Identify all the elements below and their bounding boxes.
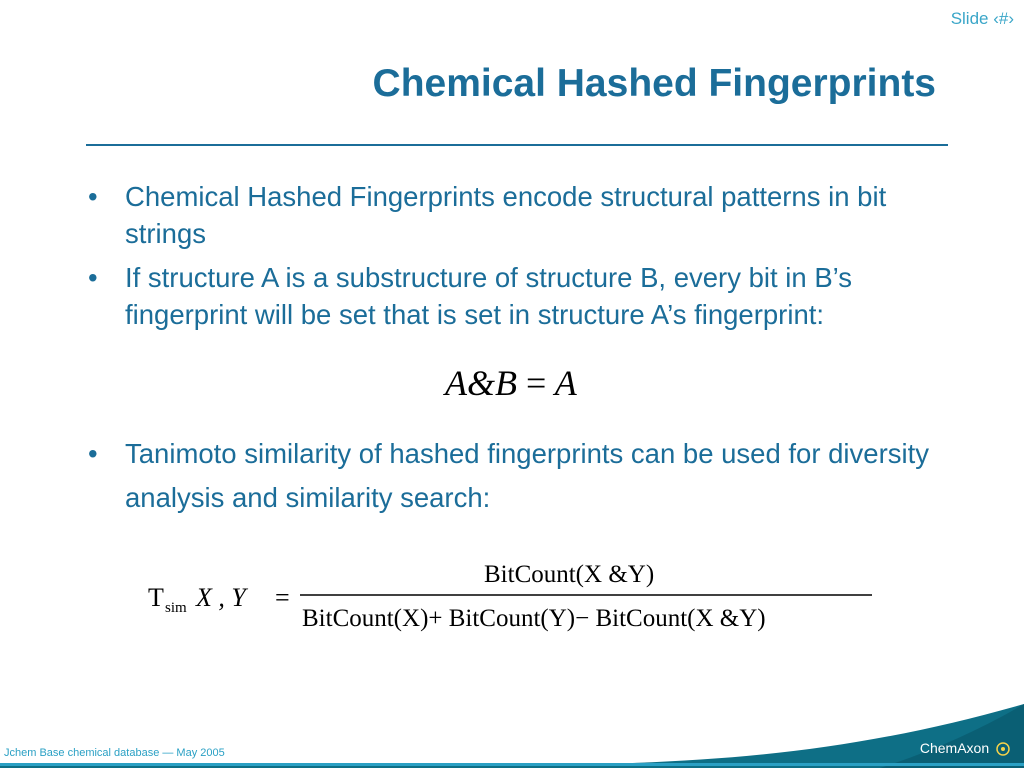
bullet-text: Chemical Hashed Fingerprints encode structural patterns in bit strings xyxy=(125,181,887,249)
formula-args: X , Y xyxy=(196,583,246,612)
tanimoto-formula xyxy=(140,548,885,638)
bullet-item xyxy=(88,432,965,520)
bullet-text: Tanimoto similarity of hashed fingerprints can be used for diversity analysis and similarity search: xyxy=(125,438,929,513)
eq-a: A xyxy=(445,363,467,403)
eq-amp: & xyxy=(467,363,496,403)
bullet-item xyxy=(88,178,928,252)
formula-numerator: BitCount(X &Y) xyxy=(484,561,655,588)
logo-text: ChemAxon xyxy=(919,740,990,756)
eq-b: B xyxy=(495,363,518,403)
bullet-dot: • xyxy=(88,438,98,469)
bullet-dot: • xyxy=(88,262,98,293)
bullet-item xyxy=(88,259,928,333)
bullet-dot: • xyxy=(88,181,98,212)
substructure-equation xyxy=(445,362,577,404)
slide-title: Chemical Hashed Fingerprints xyxy=(372,62,936,105)
formula-t: T xyxy=(148,583,164,612)
bullet-text: If structure A is a substructure of structure B, every bit in B’s fingerprint will be set that is set in structure A’s fingerprint: xyxy=(125,262,853,330)
chemaxon-logo xyxy=(920,740,1010,756)
slide-number: Slide ‹#› xyxy=(950,9,1014,28)
eq-equals: = xyxy=(526,363,547,403)
formula-equals: = xyxy=(275,583,290,612)
bullet-list xyxy=(88,178,929,513)
title-rule xyxy=(86,144,948,146)
footer-text: Jchem Base chemical database — May 2005 xyxy=(4,747,225,759)
eq-a2: A xyxy=(554,363,577,403)
logo-icon xyxy=(996,742,1010,756)
formula-denominator: BitCount(X)+ BitCount(Y)− BitCount(X &Y) xyxy=(302,605,766,632)
formula-sub: sim xyxy=(165,600,187,616)
